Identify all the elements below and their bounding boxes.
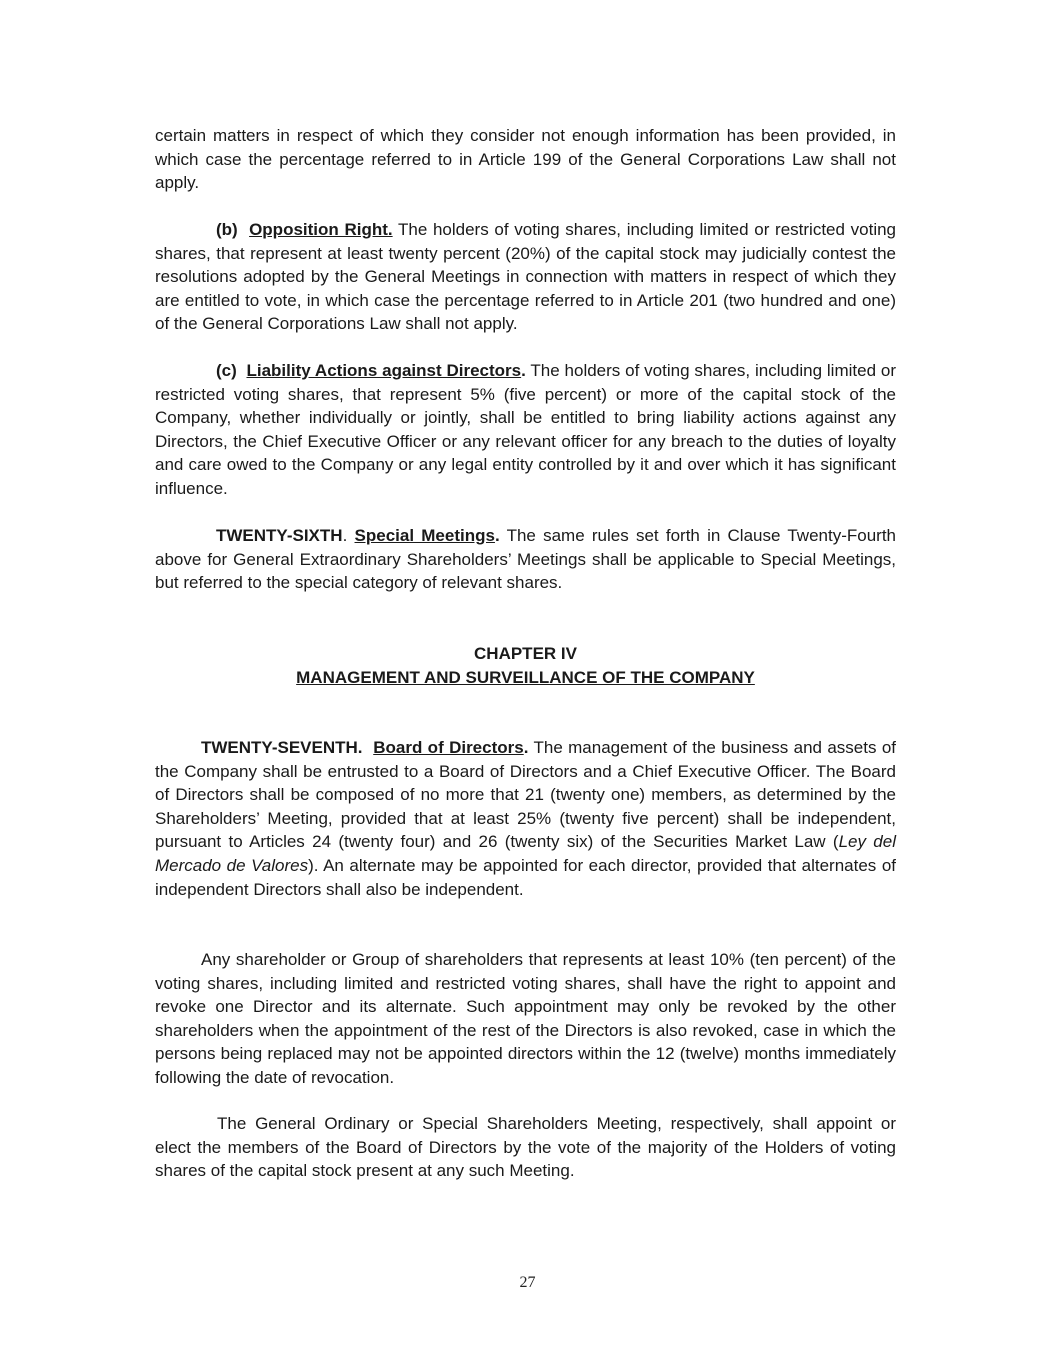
- page-number: 27: [519, 1274, 536, 1291]
- item-label: (c): [216, 361, 237, 380]
- clause-title-suffix: .: [523, 738, 529, 757]
- item-title: Liability Actions against Directors: [246, 361, 522, 380]
- paragraph-appointment-right: [155, 948, 896, 1090]
- paragraph-text: The General Ordinary or Special Shareholders Meeting, respectively, shall appoint or elect the members of the Board of Directors by the vote of the majority of the Holders of voting shares of the capital stock present at any such Meeting.: [155, 1114, 896, 1181]
- clause-title: Board of Directors: [373, 738, 524, 757]
- paragraph-text: The same rules set forth in Clause Twenty-Fourth above for General Extraordinary Shareholders’ Meetings shall be applicable to Special Meetings, but referred to the special category of relevant shares.: [155, 526, 897, 593]
- clause-number: TWENTY-SEVENTH.: [201, 738, 363, 757]
- paragraph-text: The holders of voting shares, including limited or restricted voting shares, that represent at least twenty percent (20%) of the capital stock may judicially contest the resolutions adopted by the General Meetings in connection with matters in respect of which they are entitled to vote, in which case the percentage referred to in Article 201 (two hundred and one) of the General Corporations Law shall not apply.: [155, 220, 897, 334]
- paragraph-continuation: [155, 124, 896, 195]
- paragraph-text-end: ). An alternate may be appointed for each director, provided that alternates of independent Directors shall also be independent.: [155, 855, 897, 899]
- paragraph-text: certain matters in respect of which they consider not enough information has been provided, in which case the percentage referred to in Article 199 of the General Corporations Law shall not apply.: [155, 126, 896, 193]
- clause-title: Special Meetings: [354, 526, 495, 545]
- paragraph-text: The management of the business and assets of the Company shall be entrusted to a Board of Directors and a Chief Executive Officer. The Board of Directors shall be composed of no more that 21 (twenty one) members, as determined by the Shareholders’ Meeting, provided that at least 25% (twenty five percent) shall be independent, pursuant to Articles 24 (twenty four) and 26 (twenty six) of the Securities Market Law (: [155, 738, 897, 852]
- item-title: Opposition Right.: [249, 220, 393, 239]
- clause-twenty-seventh: [155, 736, 896, 901]
- clause-number: TWENTY-SIXTH: [216, 526, 343, 545]
- clause-title-suffix: .: [494, 526, 500, 545]
- chapter-number: CHAPTER IV: [474, 644, 577, 663]
- clause-number-suffix: .: [342, 526, 355, 545]
- paragraph-liability-actions: [155, 359, 896, 501]
- law-name-italic: Ley del Mercado de Valores: [155, 832, 896, 875]
- chapter-title: MANAGEMENT AND SURVEILLANCE OF THE COMPANY: [296, 667, 755, 687]
- item-label: (b): [216, 220, 238, 239]
- paragraph-election: [155, 1112, 896, 1183]
- paragraph-text: Any shareholder or Group of shareholders that represents at least 10% (ten percent) of the voting shares, including limited and restricted voting shares, shall have the right to appoint and revoke one Director and its alternate. Such appointment may only be revoked by the other shareholders when the appointment of the rest of the Directors is also revoked, case in which the persons being replaced may not be appointed directors within the 12 (twelve) months immediately following the date of revocation.: [155, 950, 896, 1087]
- paragraph-text: The holders of voting shares, including limited or restricted voting shares, that represent 5% (five percent) or more of the capital stock of the Company, whether individually or jointly, shall be entitled to bring liability actions against any Directors, the Chief Executive Officer or any relevant officer for any breach to the duties of loyalty and care owed to the Company or any legal entity controlled by it and over which it has significant influence.: [155, 361, 896, 498]
- paragraph-opposition-right: [155, 218, 896, 336]
- clause-twenty-sixth: [155, 524, 896, 595]
- item-title-suffix: .: [521, 361, 526, 380]
- chapter-heading: [155, 642, 896, 689]
